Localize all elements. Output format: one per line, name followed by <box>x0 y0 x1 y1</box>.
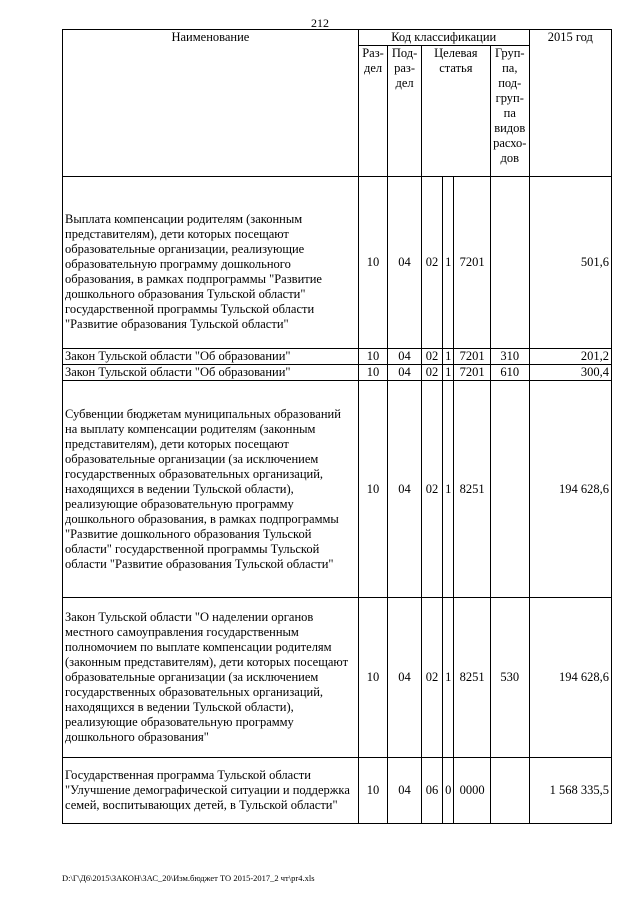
row-razdel: 10 <box>358 381 387 598</box>
header-year: 2015 год <box>529 30 611 177</box>
row-target-program: 02 <box>421 177 442 349</box>
row-name: Субвенции бюджетам муниципальных образований на выплату компенсации родителям (законным представителям), дети которых посещают образовательные организации (за исключением государственных образовательных организаций, находящихся в ведении Тульской области), реализующие образовательную программу дошкольного образования, в рамках подпрограммы "Развитие дошкольного образования Тульской области" государственной программы Тульской области "Развитие образования Тульской области" <box>63 381 359 598</box>
header-podrazdel: Под- раз- дел <box>388 46 422 177</box>
row-razdel: 10 <box>358 365 387 381</box>
row-expense-group <box>490 758 529 824</box>
row-target-direction: 7201 <box>454 177 491 349</box>
row-razdel: 10 <box>358 349 387 365</box>
table-row <box>63 349 612 365</box>
row-target-program: 02 <box>421 598 442 758</box>
row-amount: 300,4 <box>529 365 611 381</box>
row-expense-group <box>490 177 529 349</box>
row-razdel: 10 <box>358 598 387 758</box>
row-target-subprogram: 1 <box>443 177 454 349</box>
row-name: Выплата компенсации родителям (законным представителям), дети которых посещают образовательные организации, реализующие образовательную программу дошкольного образования, в рамках подпрограммы "Развитие дошкольного образования Тульской области" государственной программы Тульской области "Развитие образования Тульской области" <box>63 177 359 349</box>
row-target-subprogram: 1 <box>443 349 454 365</box>
row-podrazdel: 04 <box>388 381 422 598</box>
table-row <box>63 177 612 349</box>
header-expense-group: Груп- па, под- груп- па видов расхо- дов <box>490 46 529 177</box>
row-target-program: 02 <box>421 381 442 598</box>
row-amount: 201,2 <box>529 349 611 365</box>
row-target-subprogram: 1 <box>443 365 454 381</box>
header-razdel: Раз- дел <box>358 46 387 177</box>
row-name: Закон Тульской области "О наделении органов местного самоуправления государственным полномочием по выплате компенсации родителям (законным представителям), дети которых посещают образовательные организации (за исключением государственных образовательных организаций, находящихся в ведении Тульской области), реализующие образовательную программу дошкольного образования" <box>63 598 359 758</box>
row-name: Закон Тульской области "Об образовании" <box>63 349 359 365</box>
row-target-direction: 7201 <box>454 365 491 381</box>
row-podrazdel: 04 <box>388 177 422 349</box>
file-path-footer: D:\Г\Д6\2015\ЗАКОН\ЗАС_20\Изм.бюджет ТО 2015-2017_2 чт\pr4.xls <box>62 873 315 883</box>
header-name: Наименование <box>63 30 359 177</box>
row-podrazdel: 04 <box>388 598 422 758</box>
row-expense-group: 310 <box>490 349 529 365</box>
row-name: Государственная программа Тульской области "Улучшение демографической ситуации и поддержка семей, воспитывающих детей, в Тульской области" <box>63 758 359 824</box>
header-target-article: Целевая статья <box>421 46 490 177</box>
row-target-direction: 8251 <box>454 381 491 598</box>
row-target-program: 02 <box>421 365 442 381</box>
row-target-direction: 0000 <box>454 758 491 824</box>
row-target-direction: 8251 <box>454 598 491 758</box>
row-podrazdel: 04 <box>388 365 422 381</box>
row-amount: 194 628,6 <box>529 381 611 598</box>
header-classification: Код классификации <box>358 30 529 46</box>
row-name: Закон Тульской области "Об образовании" <box>63 365 359 381</box>
row-target-program: 06 <box>421 758 442 824</box>
row-podrazdel: 04 <box>388 349 422 365</box>
budget-table <box>62 29 612 824</box>
row-target-subprogram: 1 <box>443 598 454 758</box>
table-row <box>63 365 612 381</box>
row-target-direction: 7201 <box>454 349 491 365</box>
row-razdel: 10 <box>358 177 387 349</box>
page-number: 212 <box>311 16 329 30</box>
row-target-program: 02 <box>421 349 442 365</box>
header-row-top <box>63 30 612 46</box>
row-amount: 501,6 <box>529 177 611 349</box>
table-row <box>63 598 612 758</box>
row-amount: 1 568 335,5 <box>529 758 611 824</box>
row-expense-group: 530 <box>490 598 529 758</box>
table-row <box>63 758 612 824</box>
table-row <box>63 381 612 598</box>
row-razdel: 10 <box>358 758 387 824</box>
row-expense-group <box>490 381 529 598</box>
row-target-subprogram: 0 <box>443 758 454 824</box>
row-amount: 194 628,6 <box>529 598 611 758</box>
row-target-subprogram: 1 <box>443 381 454 598</box>
row-podrazdel: 04 <box>388 758 422 824</box>
row-expense-group: 610 <box>490 365 529 381</box>
